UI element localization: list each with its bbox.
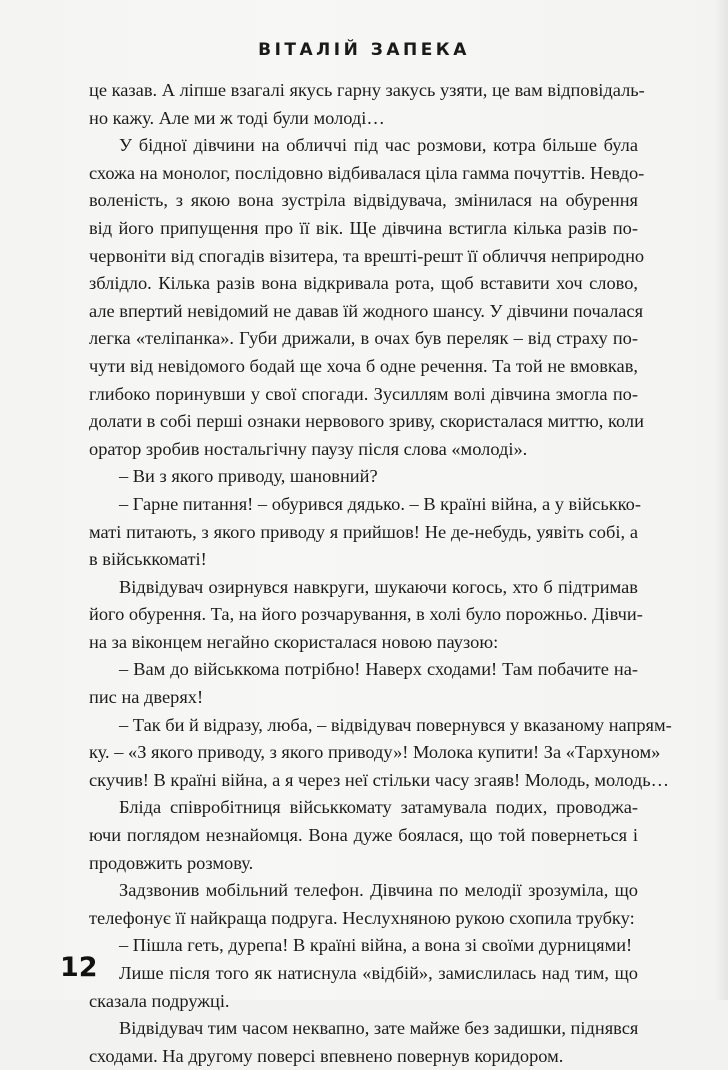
text-line: – Ви з якого приводу, шановний? — [119, 466, 378, 487]
text-line: но кажу. Але ми ж тоді були молоді… — [89, 107, 385, 128]
text-line: ючи поглядом незнайомця. Вона дуже боялася, що той повернеться і — [89, 825, 638, 846]
text-line: Задзвонив мобільний телефон. Дівчина по мелодії зрозуміла, що — [119, 880, 638, 901]
text-line: це казав. А ліпше взагалі якусь гарну закусь узяти, це вам відповідаль- — [89, 80, 645, 100]
page-edge-shadow — [714, 0, 728, 1000]
text-line: сходами. На другому поверсі впевнено повернув коридором. — [89, 1045, 564, 1066]
text-line: скучив! В країні війна, а я через неї стільки часу згаяв! Молодь, молодь… — [89, 769, 669, 790]
text-line: – Пішла геть, дурепа! В країні війна, а вона зі своїми дурницями! — [119, 935, 633, 956]
text-line: У бідної дівчини на обличчі під час розмови, котра більше була — [119, 135, 638, 156]
text-line: оратор зробив ностальгічну паузу після слова «молоді». — [89, 438, 528, 459]
text-line: Лише після того як натиснула «відбій», замислилась над тим, що — [119, 963, 638, 983]
text-line: продовжить розмову. — [89, 852, 254, 873]
text-line: долати в собі перші ознаки нервового зриву, скористалася миттю, коли — [89, 411, 644, 432]
text-line: телефонує її найкраща подруга. Неслухняною рукою схопила трубку: — [89, 907, 635, 928]
text-line: маті питають, з якого приводу я прийшов! Не де-небудь, уявіть собі, а — [89, 521, 638, 542]
text-line: – Гарне питання! – обурився дядько. – В країні війна, а у військко- — [119, 493, 641, 514]
text-line: червоніти від спогадів візитера, та врешті-решт її обличчя неприродно — [89, 245, 645, 266]
text-line: воленість, з якою вона зустріла відвідувача, змінилася на обурення — [89, 190, 638, 211]
text-line: пис на дверях! — [89, 687, 204, 708]
page-number: 12 — [60, 952, 98, 983]
text-line: легка «теліпанка». Губи дрижали, в очах був переляк – від страху по- — [89, 328, 638, 349]
text-line: – Вам до військкома потрібно! Наверх сходами! Там побачите на- — [119, 659, 638, 680]
text-line: на за віконцем негайно скористалася новою паузою: — [89, 631, 499, 652]
text-line: Відвідувач озирнувся навкруги, шукаючи когось, хто б підтримав — [119, 576, 638, 597]
text-line: – Так би й відразу, люба, – відвідувач повернувся у вказаному напрям- — [119, 714, 672, 735]
text-line: його обурення. Та, на його розчарування, в холі було порожньо. Дівчи- — [89, 604, 643, 625]
text-line: Бліда співробітниця військкомату затамувала подих, проводжа- — [119, 797, 638, 818]
text-line: в військкоматі! — [89, 549, 207, 570]
text-line: зблідло. Кілька разів вона відкривала рота, щоб вставити хоч слово, — [89, 273, 638, 294]
text-line: схожа на монолог, послідовно відбивалася ціла гамма почуттів. Невдо- — [89, 162, 645, 183]
body-text — [89, 77, 672, 1070]
text-line: але впертий невідомий не давав їй жодного шансу. У дівчини почалася — [89, 300, 644, 321]
text-line: глибоко поринувши у свої спогади. Зусиллям волі дівчина змогла по- — [89, 383, 638, 404]
text-line: Відвідувач тим часом неквапно, зате майже без задишки, піднявся — [119, 1018, 639, 1039]
text-line: чути від невідомого бодай ще хоча б одне речення. Та той не вмовкав, — [89, 355, 638, 376]
running-title: ВІТАЛІЙ ЗАПЕКА — [258, 40, 470, 60]
text-line: ку. – «З якого приводу, з якого приводу»! Молока купити! За «Тархуном» — [89, 742, 661, 763]
text-line: сказала подружці. — [89, 990, 230, 1011]
text-line: від його припущення про її вік. Ще дівчина встигла кілька разів по- — [89, 217, 638, 238]
